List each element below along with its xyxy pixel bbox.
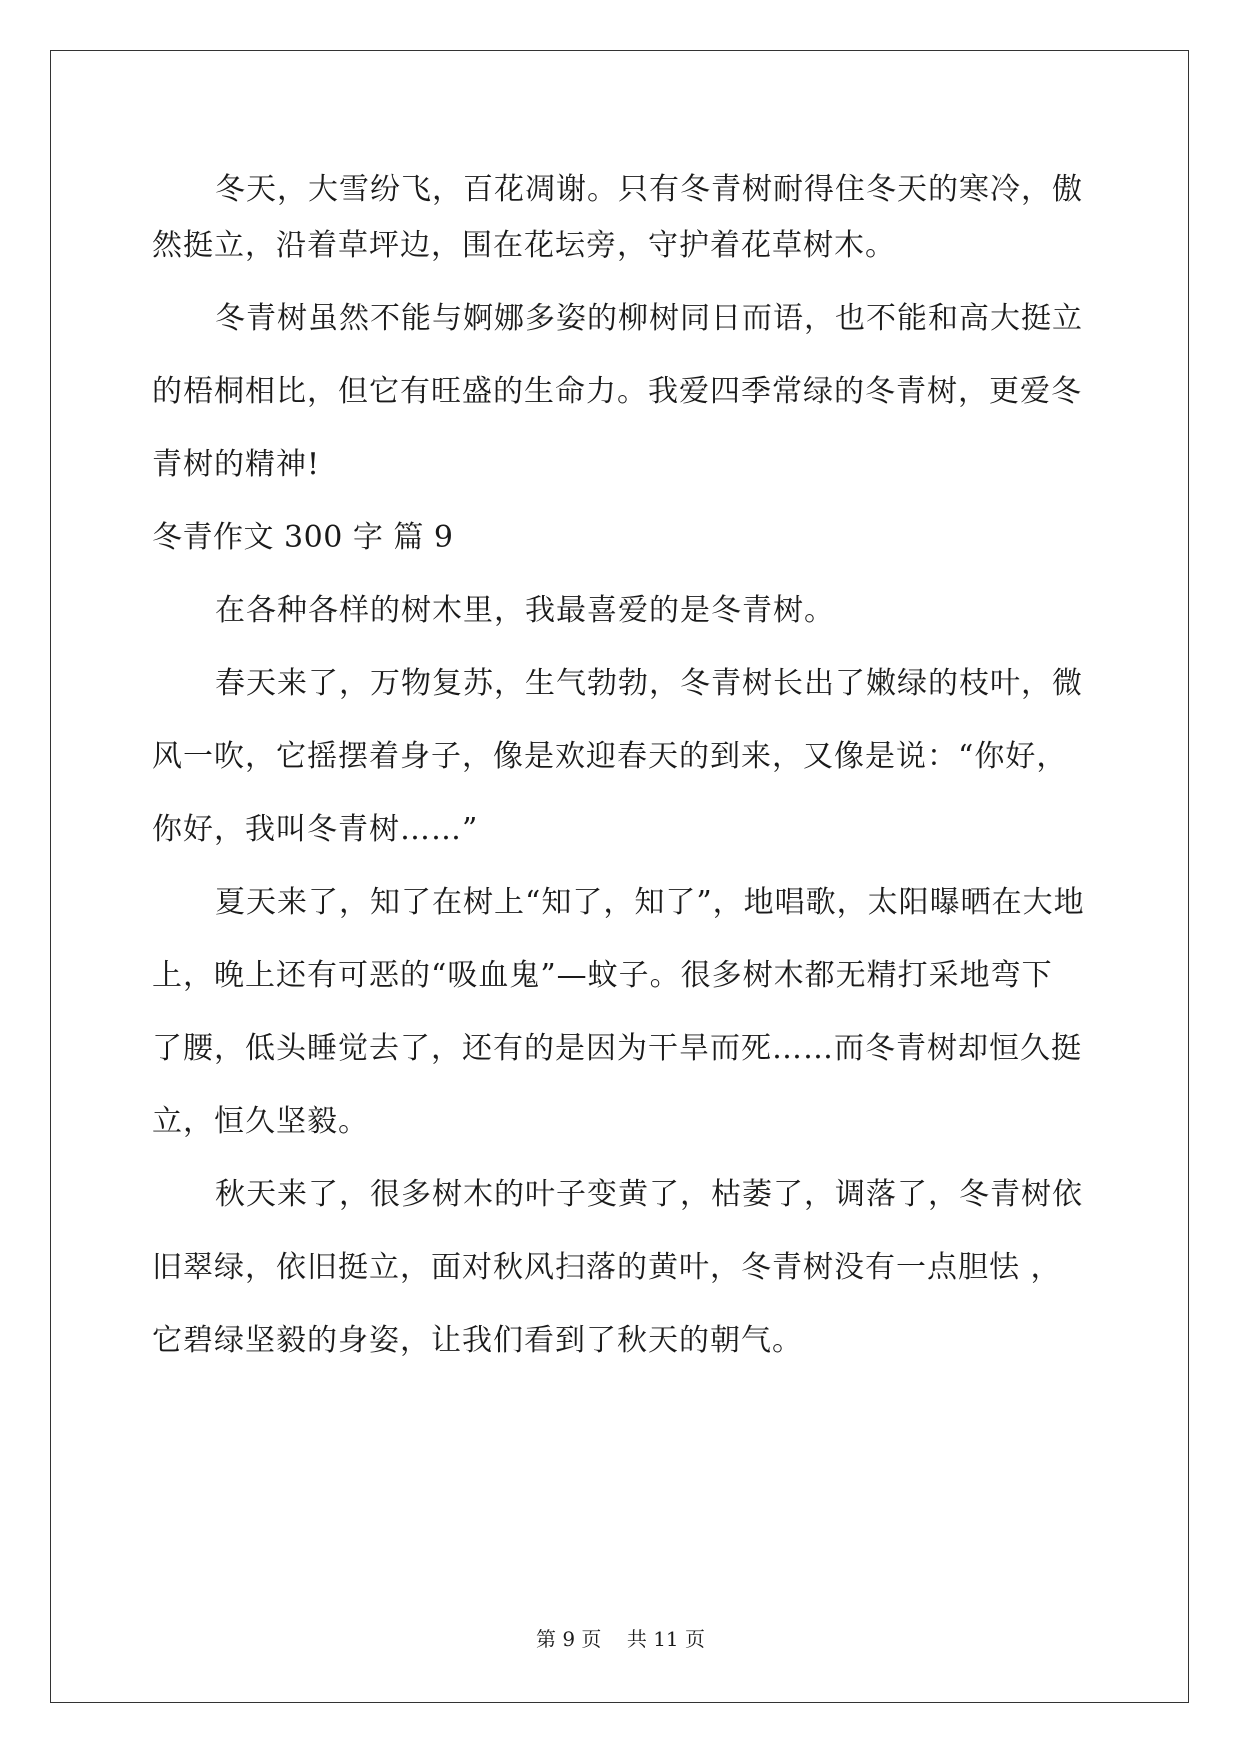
paragraph-line: 冬天，大雪纷飞，百花凋谢。只有冬青树耐得住冬天的寒冷，傲 xyxy=(215,172,1083,207)
paragraph-line: 冬青树虽然不能与婀娜多姿的柳树同日而语，也不能和高大挺立 xyxy=(215,301,1083,336)
paragraph-line: 的梧桐相比，但它有旺盛的生命力。我爱四季常绿的冬青树，更爱冬 xyxy=(152,374,1082,409)
paragraph-line: 了腰，低头睡觉去了，还有的是因为干旱而死……而冬青树却恒久挺 xyxy=(152,1031,1082,1066)
paragraph-line: 它碧绿坚毅的身姿，让我们看到了秋天的朝气。 xyxy=(152,1323,803,1358)
paragraph-line: 秋天来了，很多树木的叶子变黄了，枯萎了，调落了，冬青树依 xyxy=(215,1177,1083,1212)
paragraph-line: 立，恒久坚毅。 xyxy=(152,1104,369,1139)
paragraph-line: 青树的精神! xyxy=(152,447,321,482)
paragraph-line: 在各种各样的树木里，我最喜爱的是冬青树。 xyxy=(215,593,835,628)
paragraph-line: 旧翠绿，依旧挺立，面对秋风扫落的黄叶，冬青树没有一点胆怯 ， xyxy=(152,1250,1062,1285)
paragraph-line: 风一吹，它摇摆着身子，像是欢迎春天的到来，又像是说：“你好， xyxy=(152,739,1068,774)
paragraph-line: 春天来了，万物复苏，生气勃勃，冬青树长出了嫩绿的枝叶，微 xyxy=(215,666,1083,701)
page-number-footer: 第 9 页 共 11 页 xyxy=(535,1627,706,1651)
paragraph-line: 夏天来了，知了在树上“知了，知了”，地唱歌，太阳曝晒在大地 xyxy=(215,885,1085,920)
section-heading: 冬青作文 300 字 篇 9 xyxy=(152,520,454,555)
paragraph-line: 上，晚上还有可恶的“吸血鬼”—蚊子。很多树木都无精打采地弯下 xyxy=(152,958,1053,993)
paragraph-line: 然挺立，沿着草坪边，围在花坛旁，守护着花草树木。 xyxy=(152,228,896,263)
paragraph-line: 你好，我叫冬青树……” xyxy=(152,812,479,847)
page-border xyxy=(50,50,1189,1703)
